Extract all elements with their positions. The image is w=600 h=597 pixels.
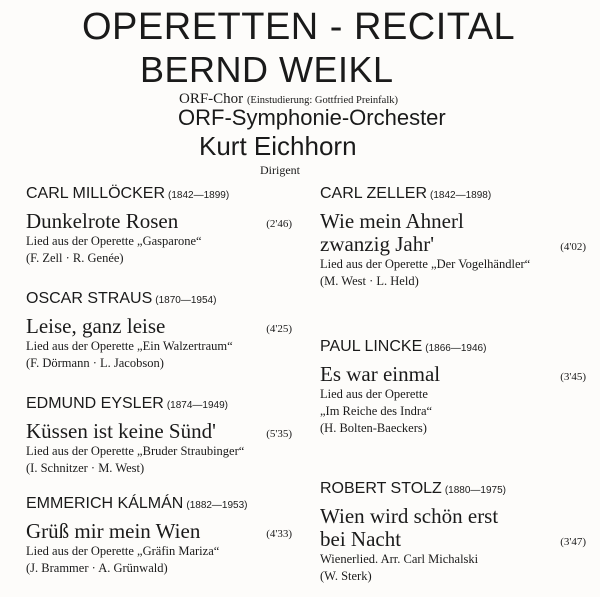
song-title-line-2: zwanzig Jahr'	[320, 232, 434, 256]
track-duration: (3'45)	[560, 371, 586, 383]
composer-years: (1842—1899)	[168, 190, 230, 201]
song-description-line-2: „Im Reiche des Indra“	[320, 404, 433, 418]
song-description: Lied aus der Operette „Bruder Straubinger“	[26, 444, 245, 458]
track-entry	[26, 290, 296, 372]
orchestra-name: ORF-Symphonie-Orchester	[178, 105, 446, 130]
song-description: Lied aus der Operette „Ein Walzertraum“	[26, 339, 233, 353]
composer-name: CARL ZELLER	[320, 185, 427, 202]
song-credits: (F. Zell · R. Genée)	[26, 251, 124, 265]
composer-name: ROBERT STOLZ	[320, 480, 442, 497]
song-description: Lied aus der Operette „Gräfin Mariza“	[26, 544, 220, 558]
song-block	[26, 315, 296, 338]
composer-name: EDMUND EYSLER	[26, 395, 164, 412]
song-block	[320, 210, 590, 256]
track-entry	[320, 480, 590, 585]
composer-name: PAUL LINCKE	[320, 338, 423, 355]
track-entry	[320, 185, 590, 290]
composer-name: OSCAR STRAUS	[26, 290, 153, 307]
composer-line	[320, 338, 590, 358]
chor-name: ORF-Chor	[179, 91, 244, 107]
composer-line	[320, 185, 590, 205]
song-block	[26, 210, 296, 233]
composer-years: (1882—1953)	[186, 500, 248, 511]
song-block	[26, 420, 296, 443]
song-block	[320, 363, 590, 386]
song-title: Dunkelrote Rosen	[26, 209, 179, 233]
song-description: Lied aus der Operette „Gasparone“	[26, 234, 202, 248]
song-description: Lied aus der Operette „Der Vogelhändler“	[320, 257, 531, 271]
composer-years: (1874—1949)	[166, 400, 228, 411]
song-title: Wie mein Ahnerl	[320, 209, 464, 233]
song-description: Wienerlied. Arr. Carl Michalski	[320, 552, 479, 566]
song-title: Wien wird schön erst	[320, 504, 499, 528]
album-title: OPERETTEN - RECITAL	[82, 6, 516, 48]
composer-line	[26, 495, 296, 515]
composer-years: (1842—1898)	[430, 190, 492, 201]
artist-name: BERND WEIKL	[140, 49, 394, 90]
song-title-line-2: bei Nacht	[320, 527, 402, 551]
composer-years: (1870—1954)	[155, 295, 217, 306]
song-title: Grüß mir mein Wien	[26, 519, 201, 543]
song-block	[26, 520, 296, 543]
song-title: Leise, ganz leise	[26, 314, 166, 338]
composer-years: (1880—1975)	[444, 485, 506, 496]
track-entry	[320, 338, 590, 437]
conductor-name: Kurt Eichhorn	[199, 131, 357, 161]
composer-line	[26, 395, 296, 415]
track-duration: (3'47)	[560, 536, 586, 548]
song-credits: (J. Brammer · A. Grünwald)	[26, 561, 168, 575]
song-title: Küssen ist keine Sünd'	[26, 419, 216, 443]
track-entry	[26, 185, 296, 267]
composer-name: CARL MILLÖCKER	[26, 185, 165, 202]
song-block	[320, 505, 590, 551]
composer-name: EMMERICH KÁLMÁN	[26, 495, 184, 512]
song-credits: (M. West · L. Held)	[320, 274, 419, 288]
song-credits: (W. Sterk)	[320, 569, 372, 583]
track-entry	[26, 395, 296, 477]
track-duration: (2'46)	[266, 218, 292, 230]
song-credits: (I. Schnitzer · M. West)	[26, 461, 145, 475]
chor-note: (Einstudierung: Gottfried Preinfalk)	[246, 95, 398, 106]
conductor-role: Dirigent	[260, 163, 300, 177]
track-duration: (4'33)	[266, 528, 292, 540]
track-duration: (4'02)	[560, 241, 586, 253]
track-entry	[26, 495, 296, 577]
song-credits: (H. Bolten-Baeckers)	[320, 421, 427, 435]
composer-years: (1866—1946)	[425, 343, 487, 354]
track-duration: (4'25)	[266, 323, 292, 335]
song-description: Lied aus der Operette	[320, 387, 428, 401]
composer-line	[320, 480, 590, 500]
song-credits: (F. Dörmann · L. Jacobson)	[26, 356, 164, 370]
song-title: Es war einmal	[320, 362, 441, 386]
composer-line	[26, 290, 296, 310]
composer-line	[26, 185, 296, 205]
track-duration: (5'35)	[266, 428, 292, 440]
